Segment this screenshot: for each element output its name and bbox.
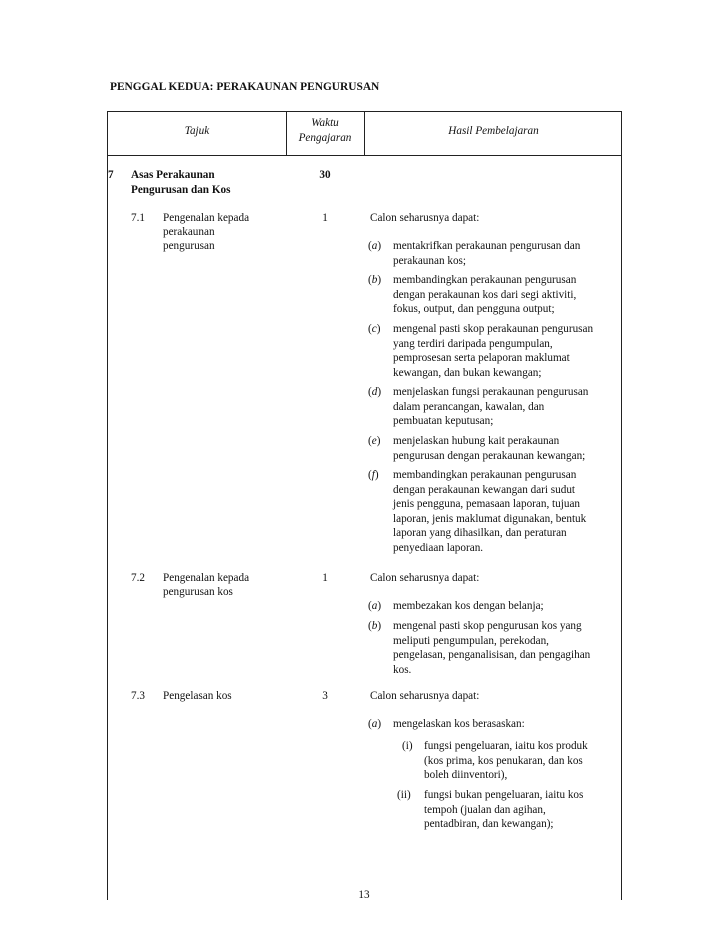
topic-7-2-title-line: Pengenalan kepada	[163, 572, 250, 584]
outcome-text	[393, 322, 593, 380]
outcome-label: (f)	[368, 469, 379, 481]
outcome-line: perakaunan kos;	[393, 254, 467, 267]
topic-7-1-title-line: perakaunan	[163, 226, 215, 238]
outcome-text	[393, 434, 585, 463]
outcome-text	[393, 239, 580, 268]
topic-7-3-number: 7.3	[131, 690, 145, 702]
outcome-letter: e	[371, 435, 377, 447]
outcome-label: (e)	[368, 435, 381, 447]
subitem-text	[424, 788, 583, 832]
subitem-line: fungsi pengeluaran, iaitu kos produk	[424, 740, 588, 752]
header-waktu-line2: Pengajaran	[298, 131, 352, 144]
outcome-text	[393, 717, 525, 732]
topic-7-1-intro: Calon seharusnya dapat:	[370, 212, 480, 224]
outcome-label: (a)	[368, 718, 382, 730]
outcome-label: (b)	[368, 620, 382, 632]
outcome-line: menjelaskan fungsi perakaunan pengurusan	[393, 386, 589, 398]
outcome-label: (b)	[368, 274, 382, 286]
table-header-row	[108, 112, 621, 156]
outcome-text	[393, 385, 588, 429]
page-heading: PENGGAL KEDUA: PERAKAUNAN PENGURUSAN	[110, 81, 380, 93]
page-number: 13	[358, 889, 370, 901]
outcome-line: kos.	[393, 663, 412, 676]
topic-7-2-number: 7.2	[131, 572, 145, 584]
subitem-line: boleh diinventori),	[424, 769, 508, 782]
subitem-label: (i)	[402, 740, 413, 752]
outcome-label: (c)	[368, 323, 381, 335]
topic-7-2-intro: Calon seharusnya dapat:	[370, 572, 480, 584]
outcome-line: dalam perancangan, kawalan, dan	[393, 400, 545, 413]
outcome-line: laporan yang dihasilkan, dan peraturan	[393, 527, 567, 540]
outcome-line: kewangan, dan bukan kewangan;	[393, 366, 542, 379]
outcome-line: jenis pengguna, pemasaan laporan, tujuan	[393, 498, 581, 511]
subitem-line: tempoh (jualan dan agihan,	[424, 803, 546, 816]
outcome-line: pemprosesan serta pelaporan maklumat	[393, 352, 570, 365]
outcome-letter: a	[371, 718, 378, 730]
section-hours: 30	[319, 169, 331, 181]
header-tajuk: Tajuk	[184, 125, 210, 137]
outcome-line: pembuatan keputusan;	[393, 415, 494, 428]
outcome-label: (a)	[368, 600, 382, 612]
topic-7-1-number: 7.1	[131, 212, 145, 224]
outcome-text	[393, 468, 586, 556]
outcome-line: membezakan kos dengan belanja;	[393, 600, 544, 612]
outcome-line: fokus, output, dan pengguna output;	[393, 303, 555, 316]
topic-7-3-title-line: Pengelasan kos	[163, 690, 232, 702]
subitem-line: fungsi bukan pengeluaran, iaitu kos	[424, 789, 584, 801]
outcome-label: (d)	[368, 386, 382, 398]
outcome-letter: a	[371, 600, 378, 612]
outcome-letter: b	[371, 274, 378, 286]
outcome-line: meliputi pengumpulan, perekodan,	[393, 634, 549, 647]
outcome-letter: c	[371, 323, 377, 335]
outcome-line: mentakrifkan perakaunan pengurusan dan	[393, 240, 581, 252]
section-title-line2: Pengurusan dan Kos	[131, 184, 231, 196]
outcome-line: yang terdiri daripada pengumpulan,	[393, 337, 553, 350]
outcome-letter: b	[371, 620, 378, 632]
outcome-line: menjelaskan hubung kait perakaunan	[393, 435, 560, 447]
section-number: 7	[108, 169, 114, 181]
outcome-line: pengurusan dengan perakaunan kewangan;	[393, 449, 586, 462]
topic-7-1-hours: 1	[322, 212, 328, 224]
section-title-line1: Asas Perakaunan	[131, 169, 215, 181]
outcome-line: mengenal pasti skop perakaunan pengurusan	[393, 323, 594, 335]
header-waktu-line1: Waktu	[311, 117, 339, 129]
header-hasil: Hasil Pembelajaran	[448, 125, 539, 137]
subitem-line: pentadbiran, dan kewangan);	[424, 818, 554, 831]
outcome-line: mengenal pasti skop pengurusan kos yang	[393, 620, 582, 632]
outcome-letter: d	[371, 386, 378, 398]
outcome-text	[393, 599, 544, 614]
topic-7-1-title-line: pengurusan	[163, 240, 215, 252]
topic-7-1-title-line: Pengenalan kepada	[163, 212, 250, 224]
outcome-line: dengan perakaunan kewangan dari sudut	[393, 483, 576, 496]
outcome-letter: f	[371, 469, 375, 481]
subitem-text	[424, 739, 588, 783]
topic-7-3-intro: Calon seharusnya dapat:	[370, 690, 480, 702]
outcome-line: penyediaan laporan.	[393, 541, 484, 554]
outcome-line: membandingkan perakaunan pengurusan	[393, 274, 577, 286]
outcome-line: pengelasan, penganalisisan, dan pengagihan	[393, 649, 591, 662]
outcome-line: membandingkan perakaunan pengurusan	[393, 469, 577, 481]
outcome-label: (a)	[368, 240, 382, 252]
outcome-line: laporan, jenis maklumat digunakan, bentuk	[393, 512, 587, 525]
outcome-line: mengelaskan kos berasaskan:	[393, 718, 525, 730]
topic-7-2-title-line: pengurusan kos	[163, 586, 233, 598]
outcome-text	[393, 619, 590, 677]
topic-7-3-hours: 3	[322, 690, 328, 702]
subitem-line: (kos prima, kos penukaran, dan kos	[424, 754, 583, 767]
outcome-line: dengan perakaunan kos dari segi aktiviti,	[393, 288, 577, 301]
outcome-text	[393, 273, 576, 317]
header-waktu	[286, 116, 364, 145]
subitem-label: (ii)	[397, 789, 411, 801]
topic-7-2-hours: 1	[322, 572, 328, 584]
outcome-letter: a	[371, 240, 378, 252]
